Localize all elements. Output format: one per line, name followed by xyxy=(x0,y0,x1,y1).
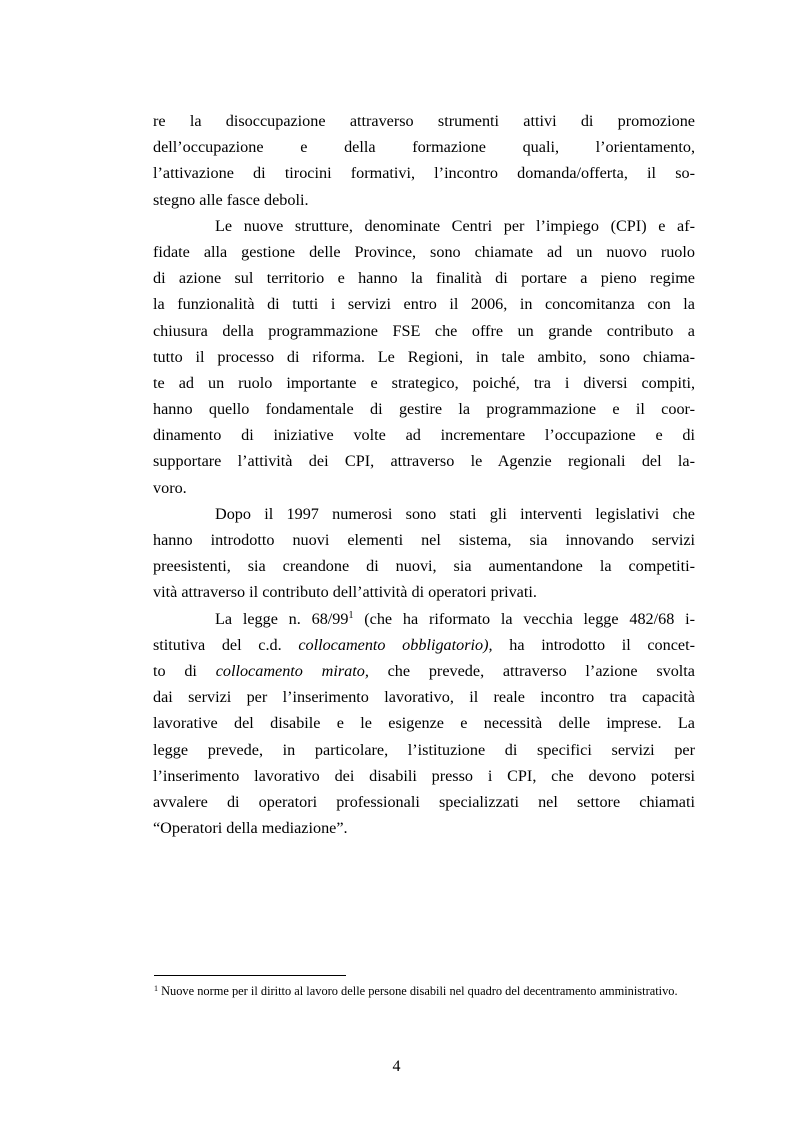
line-text: la funzionalità di tutti i servizi entro il 2006, in concomitanza con la xyxy=(153,295,695,314)
italic-term: collocamento mirato, xyxy=(215,661,369,680)
line-text: Le nuove strutture, denominate Centri per l’impiego (CPI) e af- xyxy=(215,216,695,235)
line-text: hanno introdotto nuovi elementi nel sistema, sia innovando servizi xyxy=(153,531,695,549)
line-text: l’inserimento lavorativo dei disabili presso i CPI, che devono potersi xyxy=(153,766,695,785)
text-line xyxy=(153,108,695,134)
text-line xyxy=(153,763,695,789)
text-line xyxy=(153,789,695,815)
text-line xyxy=(153,187,695,213)
text-line xyxy=(153,291,695,317)
line-text: te ad un ruolo importante e strategico, poiché, tra i diversi compiti, xyxy=(153,373,695,392)
line-text: dai servizi per l’inserimento lavorativo, il reale incontro tra capacità xyxy=(153,688,695,707)
footnote-reference: 1 xyxy=(348,609,354,621)
text-line xyxy=(153,396,695,422)
line-text: (che ha riformato la vecchia legge 482/68 i- xyxy=(353,609,695,628)
line-text: stitutiva del c.d. xyxy=(153,635,299,654)
line-text: tutto il processo di riforma. Le Regioni, in tale ambito, sono chiama- xyxy=(153,347,695,366)
footnote-text: Nuove norme per il diritto al lavoro delle persone disabili nel quadro del decentramento amministrativo. xyxy=(158,984,678,998)
body-text xyxy=(153,108,695,841)
line-text: ha introdotto il concet- xyxy=(492,635,695,654)
text-line xyxy=(153,475,695,501)
line-text: chiusura della programmazione FSE che offre un grande contributo a xyxy=(153,321,695,340)
line-text: che prevede, attraverso l’azione svolta xyxy=(368,661,695,680)
footnote xyxy=(154,983,694,999)
text-line xyxy=(153,265,695,291)
text-line xyxy=(153,134,695,160)
line-text: “Operatori della mediazione”. xyxy=(153,819,348,838)
line-text: La legge n. 68/99 xyxy=(215,609,349,628)
text-line xyxy=(153,710,695,736)
line-text: voro. xyxy=(153,478,187,497)
text-line xyxy=(153,606,695,632)
text-line xyxy=(153,448,695,474)
text-line xyxy=(153,422,695,448)
line-text: dell’occupazione e della formazione quali, l’orientamento, xyxy=(153,138,695,157)
text-line xyxy=(153,213,695,239)
text-line xyxy=(153,527,695,553)
text-line xyxy=(153,344,695,370)
text-line xyxy=(153,370,695,396)
line-text: to di xyxy=(153,661,216,680)
line-text: fidate alla gestione delle Province, sono chiamate ad un nuovo ruolo xyxy=(153,242,695,261)
text-line xyxy=(153,553,695,579)
text-line xyxy=(153,160,695,186)
footnote-marker: 1 xyxy=(154,984,158,993)
page-number: 4 xyxy=(392,1058,401,1075)
line-text: hanno quello fondamentale di gestire la programmazione e il coor- xyxy=(153,400,695,419)
text-line xyxy=(153,579,695,605)
line-text: l’attivazione di tirocini formativi, l’incontro domanda/offerta, il so- xyxy=(153,164,695,183)
italic-term: collocamento obbligatorio), xyxy=(298,635,493,654)
line-text: preesistenti, sia creandone di nuovi, sia aumentandone la competiti- xyxy=(153,557,695,576)
footnote-separator xyxy=(154,975,346,976)
line-text: re la disoccupazione attraverso strumenti attivi di promozione xyxy=(153,112,695,130)
line-text: stegno alle fasce deboli. xyxy=(153,190,309,209)
text-line xyxy=(153,684,695,710)
text-line xyxy=(153,658,695,684)
text-line xyxy=(153,815,695,841)
line-text: avvalere di operatori professionali specializzati nel settore chiamati xyxy=(153,792,695,811)
line-text: vità attraverso il contributo dell’attività di operatori privati. xyxy=(153,583,537,602)
text-line xyxy=(153,737,695,763)
text-line xyxy=(153,501,695,527)
line-text: Dopo il 1997 numerosi sono stati gli interventi legislativi che xyxy=(215,504,695,523)
line-text: legge prevede, in particolare, l’istituzione di specifici servizi per xyxy=(153,740,695,759)
line-text: lavorative del disabile e le esigenze e necessità delle imprese. La xyxy=(153,714,695,733)
line-text: supportare l’attività dei CPI, attraverso le Agenzie regionali del la- xyxy=(153,452,695,471)
text-line xyxy=(153,632,695,658)
line-text: di azione sul territorio e hanno la finalità di portare a pieno regime xyxy=(153,269,695,288)
text-line xyxy=(153,239,695,265)
line-text: dinamento di iniziative volte ad incrementare l’occupazione e di xyxy=(153,426,695,445)
text-line xyxy=(153,318,695,344)
